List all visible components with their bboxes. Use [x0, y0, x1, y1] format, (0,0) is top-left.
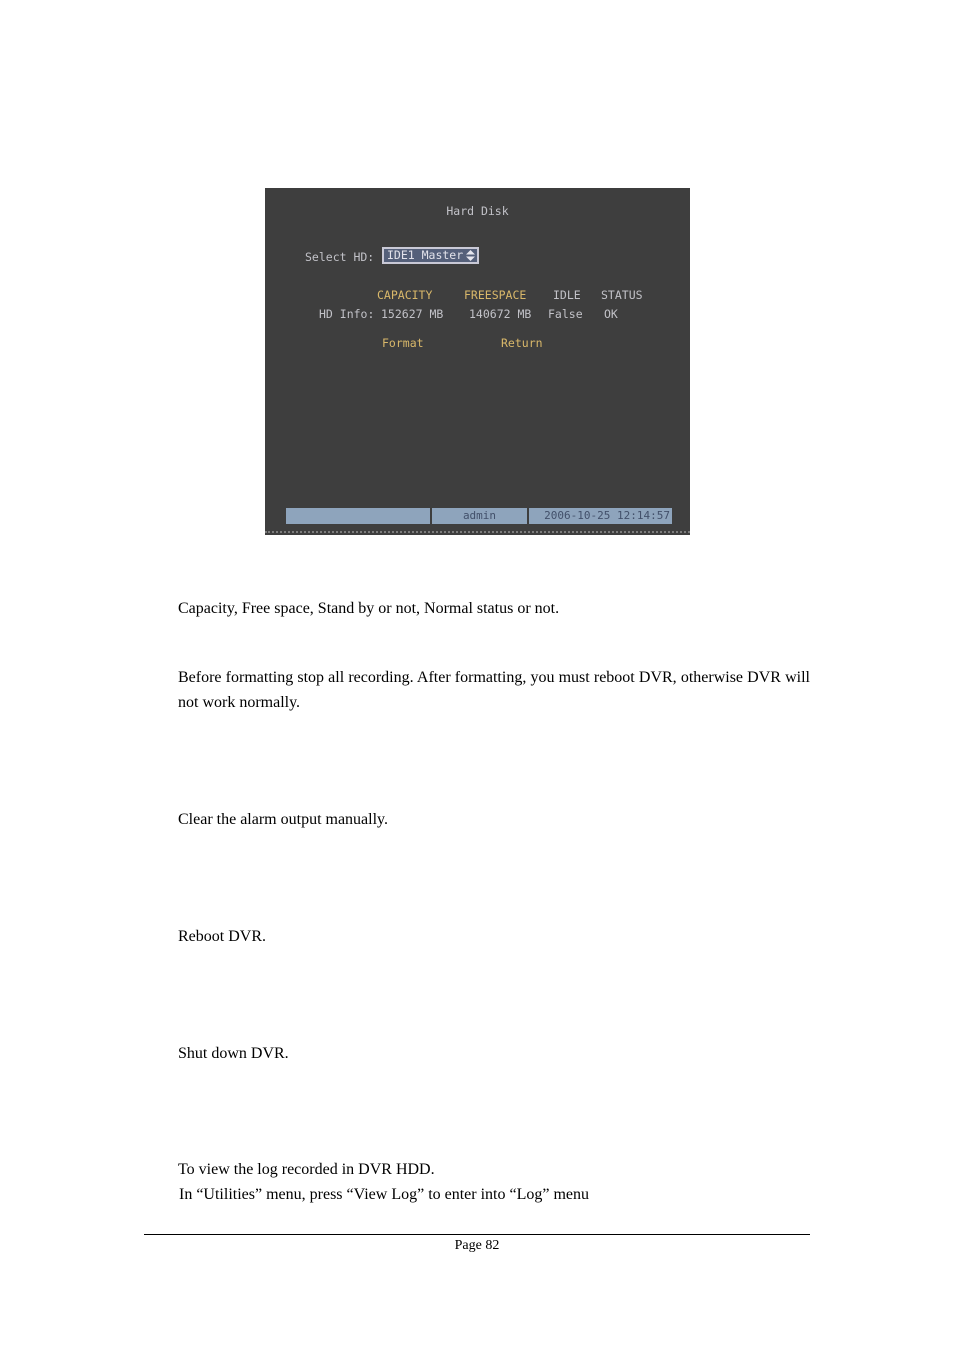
hd-info-freespace: 140672 MB: [469, 307, 532, 321]
screen-title: Hard Disk: [446, 204, 509, 218]
paragraph-reboot: Reboot DVR.: [178, 928, 266, 945]
status-bar-user: admin: [432, 508, 527, 524]
hd-info-idle: False: [548, 307, 583, 321]
column-header-freespace: FREESPACE: [464, 288, 527, 302]
paragraph-format-warning: Before formatting stop all recording. After formatting, you must reboot DVR, otherwise DVR will not work normally.: [178, 669, 810, 711]
page-number: Page 82: [454, 1238, 500, 1253]
hd-info-label: HD Info:: [319, 307, 375, 321]
paragraph-view-log-instruction: In “Utilities” menu, press “View Log” to enter into “Log” menu: [179, 1186, 590, 1203]
hard-disk-screenshot: [265, 188, 690, 535]
column-header-idle: IDLE: [553, 288, 581, 302]
paragraph-hd-info: Capacity, Free space, Stand by or not, Normal status or not.: [178, 600, 560, 617]
format-button[interactable]: Format: [382, 336, 424, 350]
select-hd-dropdown[interactable]: [382, 247, 479, 264]
status-bar-left: [286, 508, 430, 524]
status-bar-datetime: 2006-10-25 12:14:57: [529, 508, 672, 524]
column-header-capacity: CAPACITY: [377, 288, 433, 302]
select-hd-label: Select HD:: [305, 250, 375, 264]
footer-rule: [144, 1234, 810, 1235]
column-header-status: STATUS: [601, 288, 643, 302]
hd-info-status: OK: [604, 307, 618, 321]
hd-info-capacity: 152627 MB: [381, 307, 444, 321]
return-button[interactable]: Return: [501, 336, 543, 350]
select-hd-value: IDE1 Master: [387, 248, 464, 262]
paragraph-view-log: To view the log recorded in DVR HDD.: [178, 1161, 435, 1178]
paragraph-clear-alarm: Clear the alarm output manually.: [178, 811, 389, 828]
up-down-arrow-icon: [466, 250, 475, 261]
screenshot-bottom-edge: [265, 531, 690, 533]
paragraph-shutdown: Shut down DVR.: [178, 1045, 289, 1062]
